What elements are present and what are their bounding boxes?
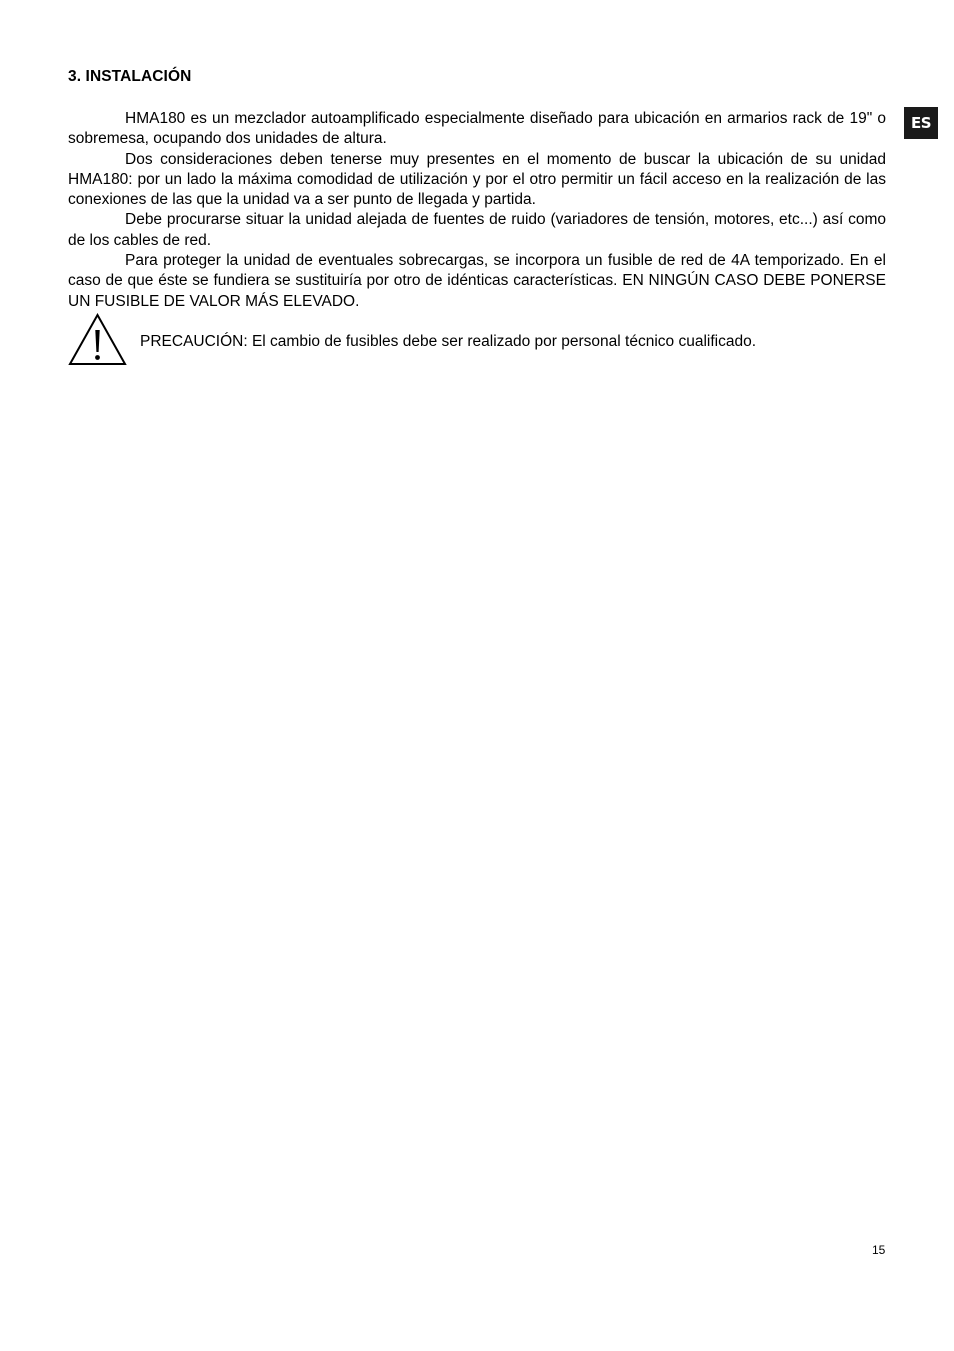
section-heading: 3. INSTALACIÓN	[68, 68, 192, 85]
paragraph-location: Dos consideraciones deben tenerse muy presentes en el momento de buscar la ubicación de su unidad HMA180: por un lado la máxima comodidad de utilización y por el otro permitir un fácil acceso en la realización de las conexiones de las que la unidad va a ser punto de llegada y partida.	[68, 150, 886, 209]
paragraph-fuse: Para proteger la unidad de eventuales sobrecargas, se incorpora un fusible de red de 4A temporizado. En el caso de que éste se fundiera se sustituiría por otro de idénticas características. EN NINGÚN CASO DEBE PONERSE UN FUSIBLE DE VALOR MÁS ELEVADO.	[68, 252, 886, 310]
language-tab: ES	[904, 107, 938, 139]
body-text	[68, 109, 886, 312]
caution-text: PRECAUCIÓN: El cambio de fusibles debe ser realizado por personal técnico cualificado.	[140, 333, 756, 350]
warning-triangle-icon	[68, 313, 127, 366]
paragraph-intro: HMA180 es un mezclador autoamplificado especialmente diseñado para ubicación en armarios rack de 19" o sobremesa, ocupando dos unidades de altura.	[68, 110, 886, 148]
caution-block	[68, 313, 886, 367]
paragraph-noise: Debe procurarse situar la unidad alejada de fuentes de ruido (variadores de tensión, motores, etc...) así como de los cables de red.	[68, 211, 886, 249]
page-number: 15	[872, 1243, 886, 1257]
